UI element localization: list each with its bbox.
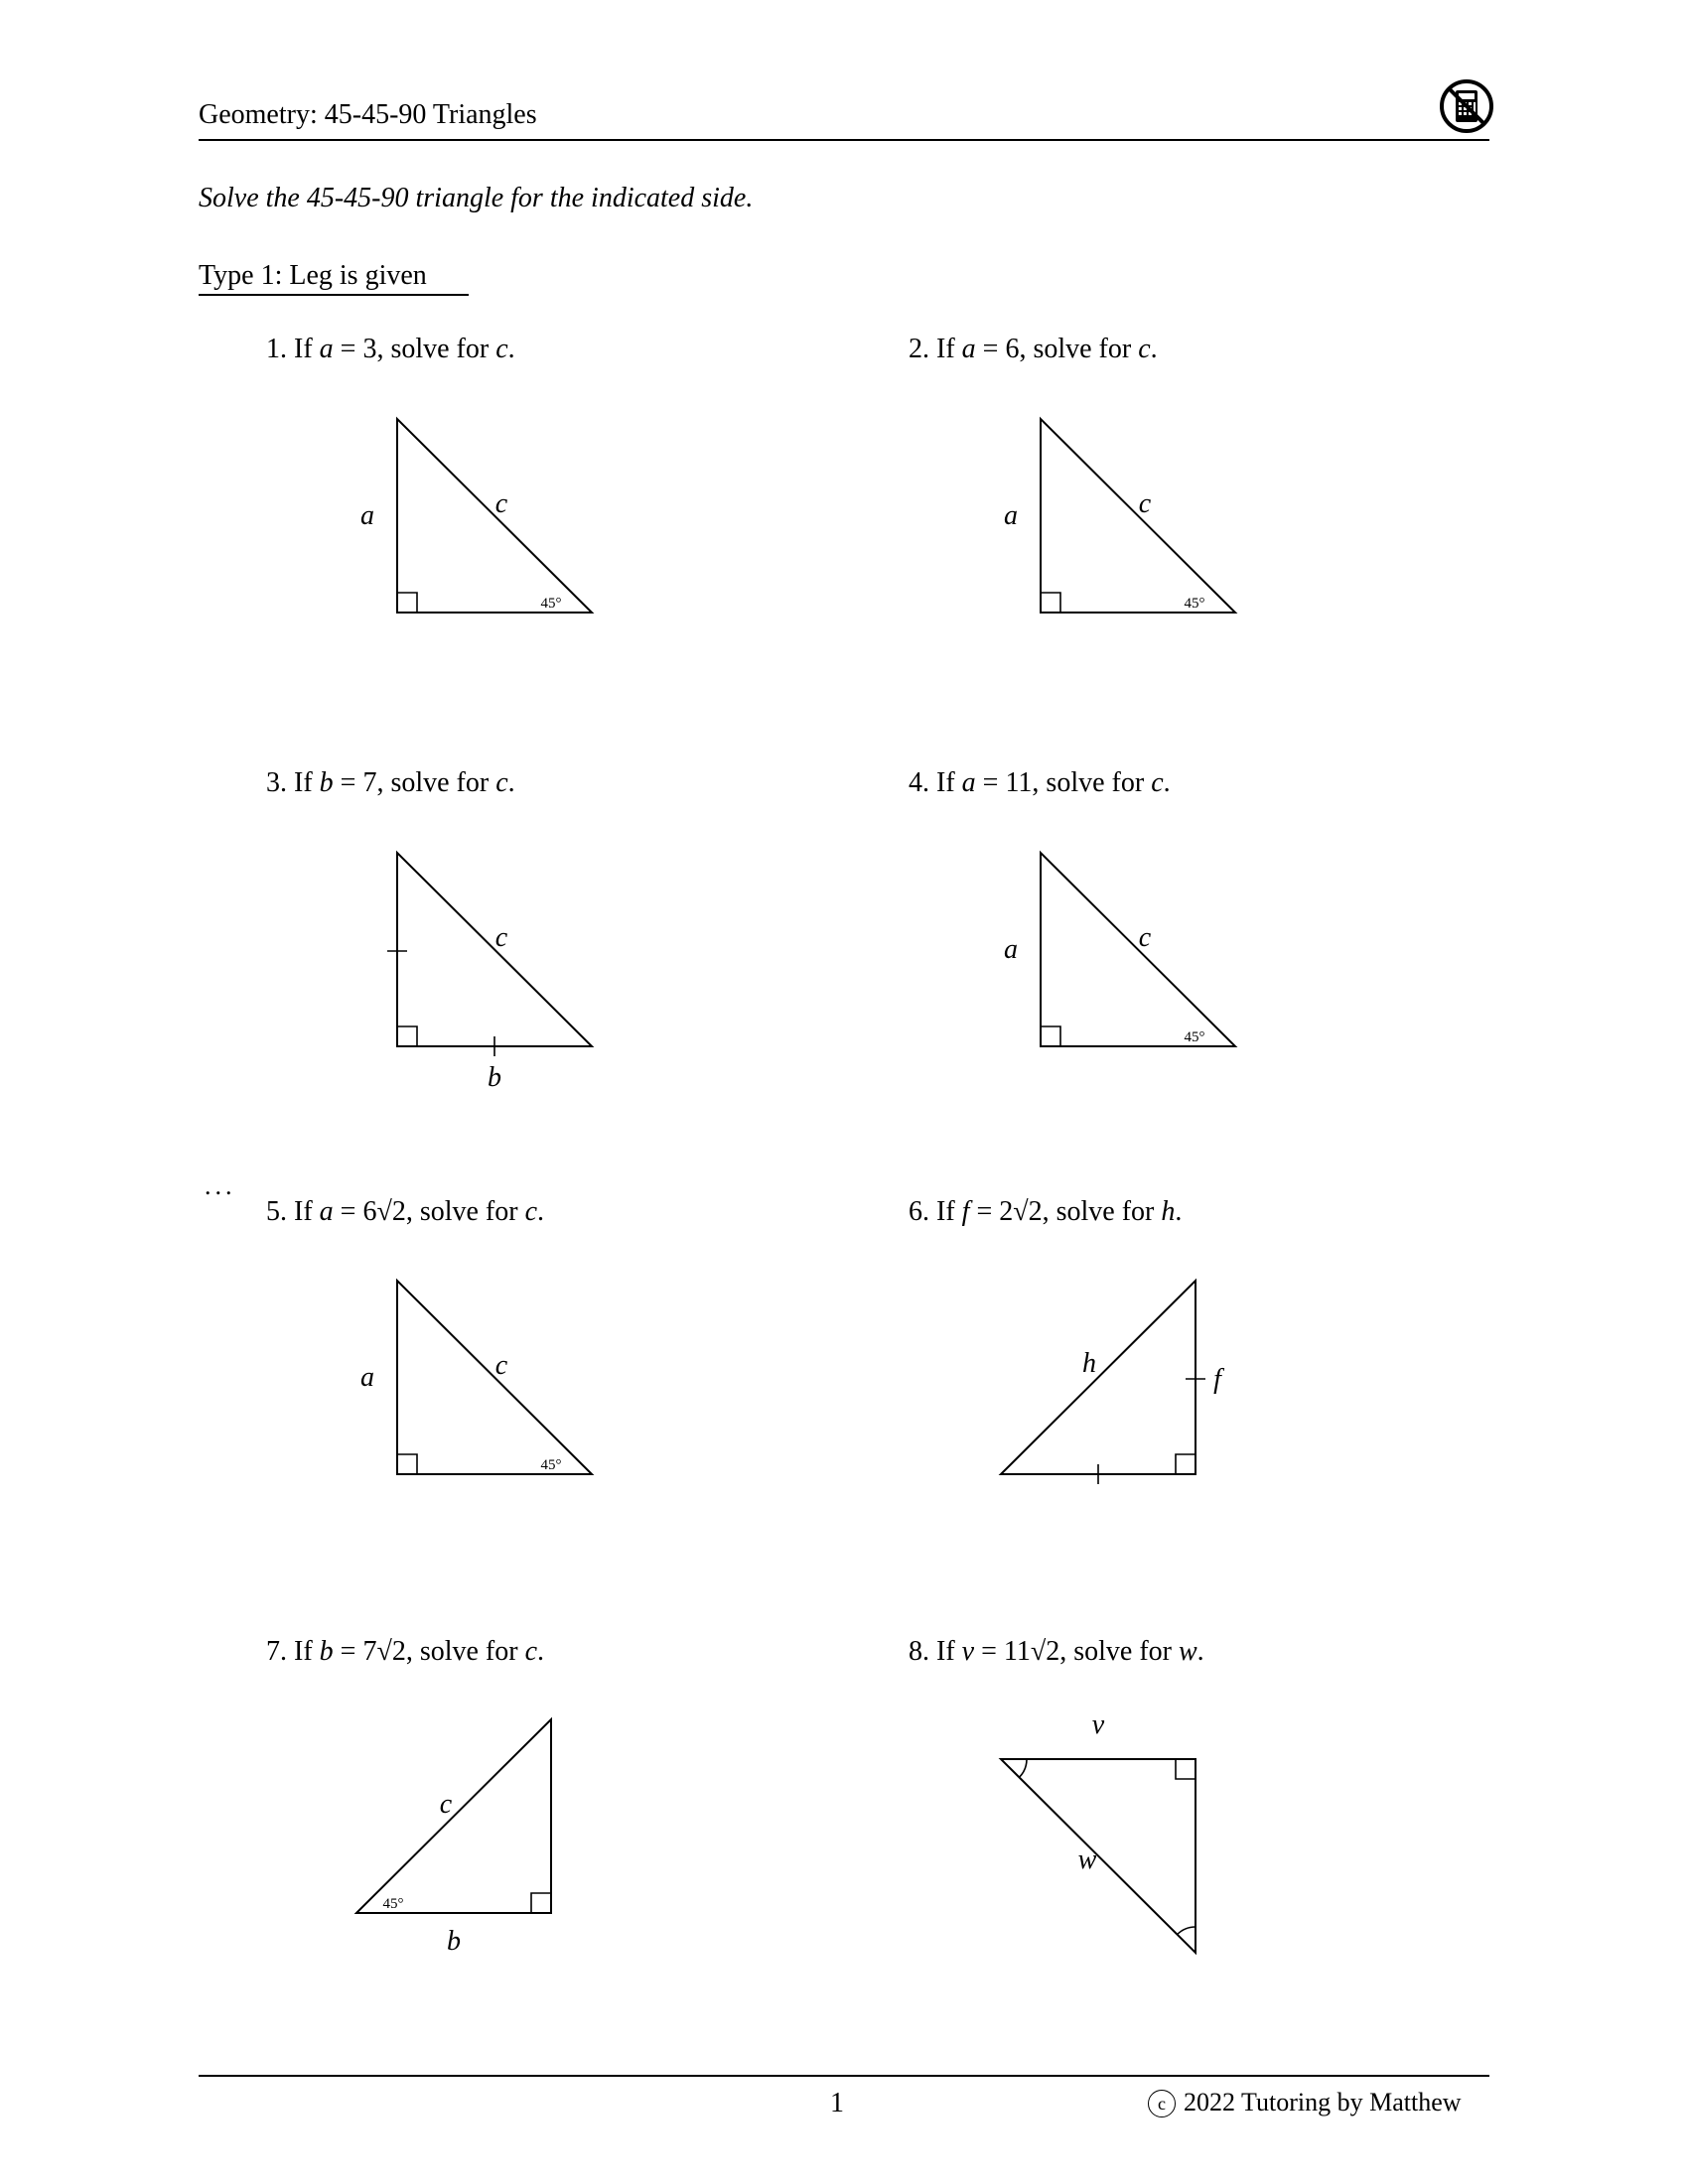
problem-number: 3. (266, 767, 287, 798)
problem-statement: 4. If a = 11, solve for c. (909, 767, 1171, 798)
angle-label: 45° (1184, 1029, 1205, 1045)
problem-statement: 3. If b = 7, solve for c. (266, 767, 515, 798)
problem-number: 6. (909, 1196, 929, 1227)
triangle-figure-8 (953, 1707, 1251, 1966)
given-value: 11 (1005, 767, 1033, 798)
hypotenuse-label: c (494, 922, 508, 953)
problem-statement: 1. If a = 3, solve for c. (266, 334, 515, 364)
angle-label: 45° (382, 1896, 404, 1912)
vertical-leg-label: a (1004, 934, 1018, 965)
hypotenuse-label: c (494, 488, 508, 519)
target-variable: c (524, 1196, 538, 1227)
given-variable: a (319, 1196, 334, 1227)
right-angle-marker (397, 593, 417, 613)
given-value: 11√2 (1003, 1636, 1060, 1667)
instructions: Solve the 45-45-90 triangle for the indicated side. (199, 183, 754, 213)
copyright (1148, 2088, 1462, 2117)
given-variable: b (319, 767, 334, 798)
problem-statement: 2. If a = 6, solve for c. (909, 334, 1158, 364)
problem-number: 1. (266, 334, 287, 364)
vertical-leg-label: a (360, 500, 374, 531)
given-variable: f (961, 1196, 970, 1227)
triangle-figure-4 (991, 841, 1289, 1099)
given-value: 7 (362, 767, 377, 798)
copyright-text: 2022 Tutoring by Matthew (1184, 2088, 1462, 2116)
vertical-leg-label: a (360, 1362, 374, 1393)
given-variable: a (319, 334, 334, 364)
angle-arc (1178, 1927, 1196, 1935)
problem-statement: 5. If a = 6√2, solve for c. (266, 1196, 545, 1227)
hypotenuse-label: w (1077, 1844, 1097, 1875)
given-variable: a (961, 767, 976, 798)
bottom-leg-label: b (488, 1062, 501, 1093)
target-variable: c (495, 334, 508, 364)
triangle-figure-1 (348, 407, 645, 665)
angle-label: 45° (540, 1457, 562, 1473)
problem-statement: 8. If v = 11√2, solve for w. (909, 1636, 1204, 1667)
target-variable: c (1151, 767, 1164, 798)
problem-number: 2. (909, 334, 929, 364)
target-variable: c (495, 767, 508, 798)
angle-arc (1019, 1759, 1027, 1777)
vertical-leg-label: f (1213, 1364, 1221, 1395)
given-value: 3 (362, 334, 377, 364)
problem-number: 7. (266, 1636, 287, 1667)
angle-label: 45° (540, 596, 562, 612)
page-number: 1 (830, 2088, 844, 2118)
given-value: 2√2 (999, 1196, 1043, 1227)
page-title: Geometry: 45-45-90 Triangles (199, 99, 537, 130)
no-calculator-icon (1439, 78, 1494, 134)
right-angle-marker (1041, 1026, 1060, 1046)
problem-number: 8. (909, 1636, 929, 1667)
target-variable: c (1138, 334, 1151, 364)
right-angle-marker (397, 1026, 417, 1046)
top-leg-label: v (1091, 1709, 1105, 1740)
given-variable: a (961, 334, 976, 364)
ellipsis: ... (205, 1171, 236, 1200)
hypotenuse-label: c (1138, 922, 1152, 953)
section-heading: Type 1: Leg is given (199, 260, 427, 291)
given-variable: v (961, 1636, 975, 1667)
given-value: 7√2 (362, 1636, 406, 1667)
angle-label: 45° (1184, 596, 1205, 612)
problem-number: 5. (266, 1196, 287, 1227)
triangle (356, 1719, 551, 1913)
section-heading-underline (199, 294, 469, 296)
triangle (1001, 1281, 1196, 1474)
target-variable: w (1178, 1636, 1197, 1667)
header-divider (199, 139, 1489, 141)
hypotenuse-label: h (1082, 1348, 1096, 1379)
right-angle-marker (1041, 593, 1060, 613)
triangle-figure-7 (308, 1707, 606, 1966)
triangle-figure-2 (991, 407, 1289, 665)
target-variable: h (1161, 1196, 1176, 1227)
right-angle-marker (1176, 1759, 1196, 1779)
triangle (1001, 1759, 1196, 1953)
copyright-icon: c (1148, 2090, 1176, 2117)
right-angle-marker (1176, 1454, 1196, 1474)
problem-statement: 7. If b = 7√2, solve for c. (266, 1636, 545, 1667)
bottom-leg-label: b (447, 1926, 461, 1957)
problem-statement: 6. If f = 2√2, solve for h. (909, 1196, 1183, 1227)
hypotenuse-label: c (494, 1350, 508, 1381)
triangle-figure-3 (348, 841, 645, 1099)
triangle-figure-5 (348, 1269, 645, 1527)
hypotenuse-label: c (1138, 488, 1152, 519)
given-variable: b (319, 1636, 334, 1667)
footer-divider (199, 2075, 1489, 2077)
right-angle-marker (531, 1893, 551, 1913)
problem-number: 4. (909, 767, 929, 798)
vertical-leg-label: a (1004, 500, 1018, 531)
hypotenuse-label: c (439, 1789, 453, 1820)
target-variable: c (524, 1636, 538, 1667)
given-value: 6√2 (362, 1196, 406, 1227)
given-value: 6 (1005, 334, 1020, 364)
right-angle-marker (397, 1454, 417, 1474)
triangle-figure-6 (953, 1269, 1251, 1527)
